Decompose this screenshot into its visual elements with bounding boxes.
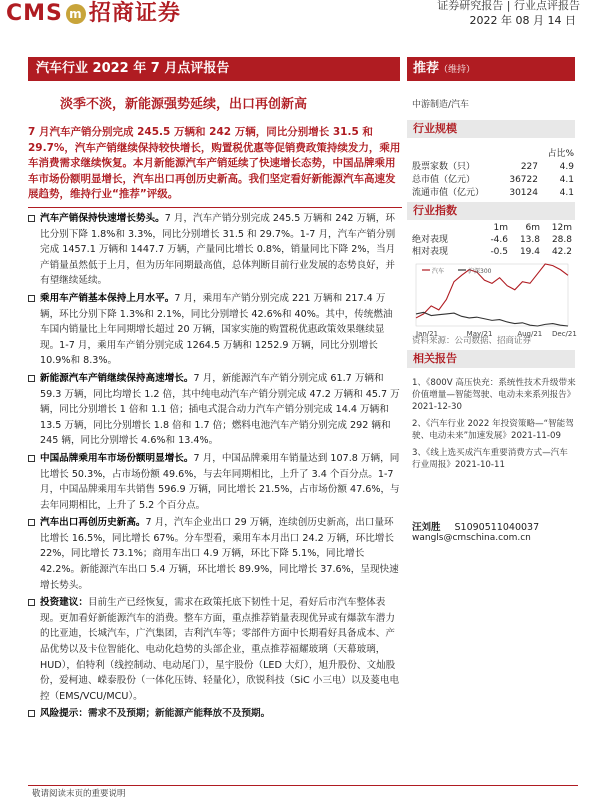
row-pct: 4.1 [559,175,574,185]
table-row [412,246,574,258]
bullet-square-icon [28,599,35,606]
index-table [412,222,574,258]
scale-header-row [412,148,574,161]
col-header: 6m [525,223,540,233]
report-date: 2022 年 08 月 14 日 [469,14,576,27]
bullet-square-icon [28,215,35,222]
x-tick-label: May/21 [466,330,493,338]
series-line-1 [416,312,568,326]
company-logo [6,0,181,27]
bullet-square-icon [28,519,35,526]
row-pct: 4.1 [559,188,574,198]
cell: -4.6 [490,235,508,245]
author-line [412,519,539,533]
bullet-item [28,706,402,722]
cell: 42.2 [551,247,572,257]
row-label: 相对表现 [412,247,449,257]
bullet-item [28,515,402,593]
x-tick-label: Dec/21 [552,330,577,338]
col-header: 1m [493,223,508,233]
list-item[interactable]: 1、《800V 高压快充：系统性技术升级带来价值增量—智能驾驶、电动未来系列报告》2021-12-30 [412,378,576,412]
bullet-item [28,211,402,289]
bullet-list [28,211,402,724]
rating-label: 推荐 [413,61,440,76]
row-value: 30124 [509,188,538,198]
cell: 19.4 [519,247,540,257]
col-header: 12m [551,223,572,233]
legend-label: 沪深300 [468,268,492,275]
x-tick-label: Aug/21 [517,330,543,338]
logo-text: CMS [6,1,63,26]
bullet-lead: 汽车出口再创历史新高。 [40,517,146,529]
bullet-text: 7 月，中国品牌乘用车销量达到 107.8 万辆，同比增长 50.3%，占市场份额 49.6%，与去年同期相比，上升了 3.4 个百分点。1-7 月，中国品牌乘用车共销售 596.9 万辆，同比增长 21.5%，占市场份额 47.6%，与去年同期相比，上升了 5.2 个百分点。 [40,452,400,511]
row-label: 股票家数（只） [412,162,476,172]
bullet-text: 7 月，乘用车产销分别完成 221 万辆和 217.4 万辆，环比分别下降 1.3%和 2.1%，同比分别增长 42.6%和 40%。其中，传统燃油车国内销量比上年同期增长超过 20 万辆，国家实施的购置税优惠政策效果继续显现。1-7 月，乘用车产销分别完成 1264.5 万辆和 1252.9 万辆，同比分别增长 10.9%和 8.3%。 [40,292,393,367]
doc-type: 证券研究报告 | 行业点评报告 [437,0,580,12]
index-header-row [412,222,574,234]
author-name: 汪刘胜 [412,522,441,533]
rating-sub: （维持） [439,65,476,75]
report-subtitle: 淡季不淡，新能源强势延续，出口再创新高 [60,97,308,112]
table-row [412,161,574,174]
bullet-lead: 投资建议： [40,597,88,609]
author-email[interactable]: wangls@cmschina.com.cn [412,533,531,543]
bullet-item [28,451,402,513]
row-value: 227 [520,162,538,172]
cell: 28.8 [551,235,572,245]
row-label: 流通市值（亿元） [412,188,485,198]
pct-label: 占比% [547,149,574,159]
table-row [412,234,574,246]
summary-paragraph: 7 月汽车产销分别完成 245.5 万辆和 242 万辆，同比分别增长 31.5 和 29.7%，汽车产销继续保持较快增长，购置税优惠等促销费政策持续发力，乘用车消费需求继续恢复。本月新能源汽车产销延续了快速增长态势，中国品牌乘用车市场份额明显增长，汽车出口再创历史新高。我们坚定看好新能源汽车高速发展趋势，维持行业“推荐”评级。 [28,125,402,208]
index-heading: 行业指数 [407,202,575,220]
row-pct: 4.9 [559,162,574,172]
bullet-lead: 乘用车产销基本保持上月水平。 [40,292,175,304]
bullet-item [28,371,402,449]
bullet-lead: 风险提示： [40,708,88,720]
footer-note: 敬请阅读末页的重要说明 [32,789,126,799]
bullet-lead: 中国品牌乘用车市场份额明显增长。 [40,452,194,464]
table-row [412,187,574,200]
chart-source: 资料来源：公司数据、招商证券 [412,336,532,346]
list-item[interactable]: 3、《线上选买成汽车重要消费方式—汽车行业周报》2021-10-11 [412,448,568,470]
page-header [0,0,600,46]
row-label: 总市值（亿元） [412,175,476,185]
author-code: S1090511040037 [454,522,540,533]
bullet-text: 需求不及预期；新能源产能释放不及预期。 [87,708,271,720]
bullet-item [28,595,402,704]
bullet-text: 7 月，新能源汽车产销分别完成 61.7 万辆和 59.3 万辆，同比均增长 1.2 倍，其中纯电动汽车产销分别完成 47.2 万辆和 45.7 万辆，同比分别增长 1 倍和 1.1 倍；插电式混合动力汽车产销分别完成 14.4 万辆和 13.5 万辆，同比分别增长 1.8 倍和 1.7 倍；燃料电池汽车产销分别完成 292 辆和 245 辆，同比分别增长 4.6%和 13.4%。 [40,372,400,447]
scale-heading: 行业规模 [407,120,575,138]
logo-badge: m [66,4,86,24]
bullet-lead: 新能源汽车产销继续保持高速增长。 [40,372,194,384]
bullet-text: 7 月，汽车企业出口 29 万辆，连续创历史新高，出口量环比增长 16.5%，同比增长 67%。分车型看，乘用车本月出口 24.2 万辆，环比增长 22%，同比增长 73.1%；商用车出口 4.9 万辆，环比下降 5.1%，同比增长 42.2%。新能源汽车出口 5.4 万辆，环比增长 89.9%，同比增长 37.6%，呈现快速增长势头。 [40,517,399,591]
list-item[interactable]: 2、《汽车行业 2022 年投资策略—“智能驾驶、电动未来”加速发展》2021-11-09 [412,419,574,441]
legend-label: 汽车 [432,268,445,275]
scale-table [412,148,574,200]
row-value: 36722 [509,175,538,185]
index-chart [412,258,577,340]
bullet-square-icon [28,455,35,462]
bullet-square-icon [28,375,35,382]
footer-divider [28,785,578,786]
row-label: 绝对表现 [412,235,449,245]
table-row [412,174,574,187]
report-title: 汽车行业 2022 年 7 月点评报告 [28,57,400,81]
sector-label: 中游制造/汽车 [412,100,470,110]
bullet-text: 目前生产已经恢复，需求在政策托底下韧性十足，看好后市汽车整体表现。更加看好新能源汽车的消费。整车方面，重点推荐销量表现优异或有爆款车潜力的比亚迪，长城汽车，广汽集团，吉利汽车等；零部件方面中长期看好具备成本、产品优势以及卡位智能化、电动化趋势的头部企业，重点推荐福耀玻璃（天幕玻璃，HUD），伯特利（线控制动、电动尾门），星宇股份（LED 大灯），旭升股份、文灿股份，爱柯迪、嵘泰股份（一体化压铸、轻量化），欣锐科技（SiC 小三电）以及菱电电控（EMS/VCU/MCU）。 [40,597,400,702]
bullet-lead: 汽车产销保持快速增长势头。 [40,213,165,224]
cell: 13.8 [519,235,540,245]
bullet-text: 7 月，汽车产销分别完成 245.5 万辆和 242 万辆，环比分别下降 1.8%和 3.3%，同比分别增长 31.5 和 29.7%。1-7 月，汽车产销分别完成 1457.1 万辆和 1447.7 万辆，产量同比增长 0.8%，销量同比下降 2%，当月产销量虽然低于上月，但为历年同期最高值，总体判断目前行业发展的态势良好，并有望继续延续。 [40,213,396,287]
related-heading: 相关报告 [407,350,575,368]
bullet-square-icon [28,295,35,302]
logo-cn: 招商证券 [88,1,181,26]
rating-band [407,57,575,81]
cell: -0.5 [490,247,508,257]
related-list [412,377,576,476]
x-tick-label: Jan/21 [416,330,439,338]
bullet-square-icon [28,710,35,717]
bullet-item [28,291,402,369]
